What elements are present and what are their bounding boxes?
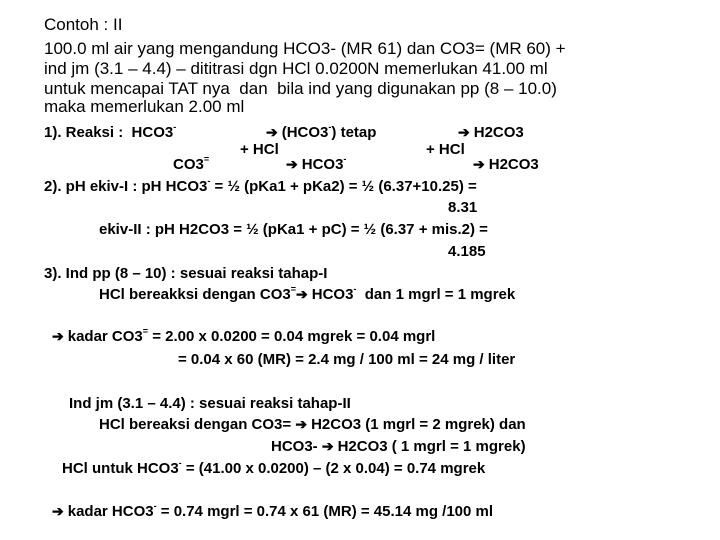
problem-line: 100.0 ml air yang mengandung HCO3- (MR 61) dan CO3= (MR 60) + [44,39,566,58]
ph-value-2: 4.185 [448,243,486,260]
arrow-right-icon: ➔ [296,286,308,302]
arrow-right-icon: ➔ [295,416,308,432]
jm-line-2: HCl bereaksi dengan CO3= ➔ H2CO3 (1 mgrl = 2 mgrek) dan [99,416,526,433]
pp-line-2: HCl bereakksi dengan CO3=➔ HCO3- dan 1 mgrl = 1 mgrek [99,284,516,303]
ph-value-1: 8.31 [448,199,478,216]
kadar-hco3-line: ➔ kadar HCO3- = 0.74 mgrl = 0.74 x 61 (MR) = 45.14 mg /100 ml [52,501,494,520]
kadar-co3-line-1: ➔ kadar CO3= = 2.00 x 0.0200 = 0.04 mgrek = 0.04 mgrl [52,326,436,345]
reaction-step-2: ➔ H2CO3 [458,124,524,141]
ph-line-1: 2). pH ekiv-I : pH HCO3- = ½ (pKa1 + pKa2) = ½ (6.37+10.25) = [44,176,477,195]
reaction-step-3: ➔ HCO3- [286,154,347,173]
hcl-label: + HCl [240,141,279,158]
hcl-label: + HCl [426,141,465,158]
arrow-right-icon: ➔ [321,438,334,454]
reaction-step-4: ➔ H2CO3 [473,156,539,173]
arrow-right-icon: ➔ [473,156,485,172]
jm-line-4: HCl untuk HCO3- = (41.00 x 0.0200) – (2 x 0.04) = 0.74 mgrek [62,458,486,477]
problem-line: untuk mencapai TAT nya dan bila ind yang digunakan pp (8 – 10.0) [44,79,557,98]
arrow-right-icon: ➔ [458,124,470,140]
problem-line: maka memerlukan 2.00 ml [44,97,245,116]
reaction-step-1: ➔ (HCO3-) tetap [266,122,377,141]
pp-line-1: 3). Ind pp (8 – 10) : sesuai reaksi tahap-I [44,265,328,282]
arrow-right-icon: ➔ [52,503,64,519]
ph-line-2: ekiv-II : pH H2CO3 = ½ (pKa1 + pC) = ½ (6.37 + mis.2) = [99,221,488,238]
arrow-right-icon: ➔ [52,328,64,344]
arrow-right-icon: ➔ [266,124,278,140]
kadar-co3-line-2: = 0.04 x 60 (MR) = 2.4 mg / 100 ml = 24 mg / liter [178,351,516,368]
arrow-right-icon: ➔ [286,156,298,172]
co3-species: CO3= [173,154,210,173]
problem-line: ind jm (3.1 – 4.4) – dititrasi dgn HCl 0.0200N memerlukan 41.00 ml [44,59,548,78]
jm-line-1: Ind jm (3.1 – 4.4) : sesuai reaksi tahap-II [69,395,351,412]
reaction-label: 1). Reaksi : HCO3- [44,122,177,141]
example-title: Contoh : II [44,15,123,34]
jm-line-3: HCO3- ➔ H2CO3 ( 1 mgrl = 1 mgrek) [271,438,526,455]
